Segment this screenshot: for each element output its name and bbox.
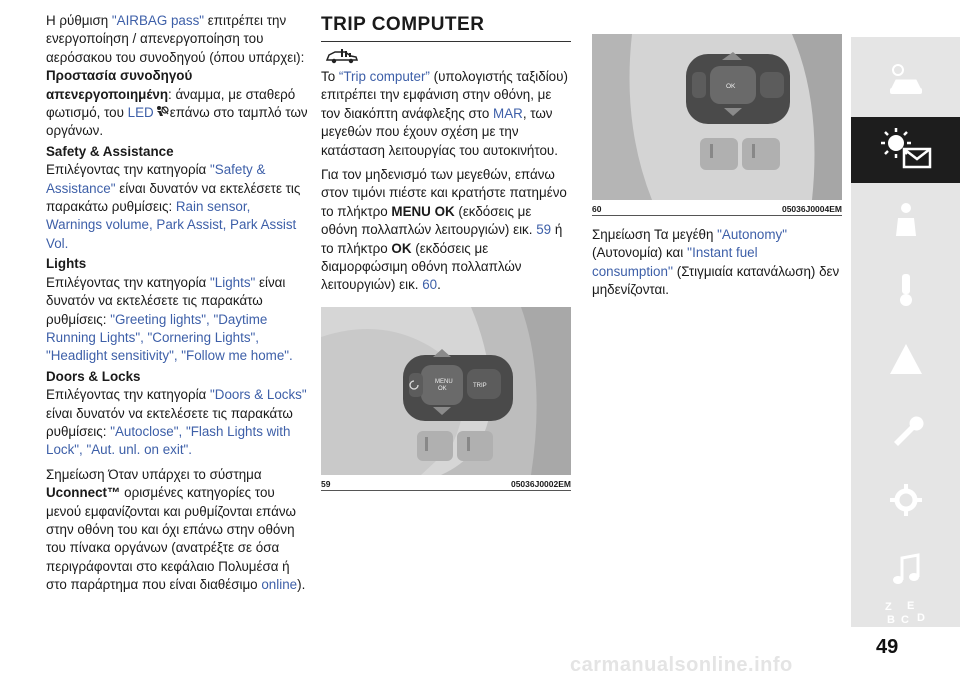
svg-text:E: E bbox=[906, 600, 914, 612]
uconnect-note: Σημείωση Όταν υπάρχει το σύστημα Uconnect™ ορισμένες κατηγορίες του μενού εμφανίζονται και ρυθμίζονται επάνω στην οθόνη του και όχι επάνω στην οθόνη του πίνακα οργάνων (ανατρέξτε σε όσα περιγράφονται στο κεφάλαιο Πολυμέσα ή στο παράρτημα που είναι διαθέσιμο online). bbox=[46, 466, 306, 593]
steering-wheel-illustration bbox=[321, 307, 571, 475]
trip-button-label: TRIP bbox=[473, 382, 487, 389]
chapter-sidebar bbox=[851, 37, 960, 627]
svg-text:B: B bbox=[886, 614, 895, 625]
svg-text:Z: Z bbox=[884, 601, 892, 613]
figure-60-number: 60 bbox=[592, 204, 602, 214]
steering-wheel-illustration bbox=[592, 34, 842, 200]
warning-light-message-icon bbox=[876, 125, 936, 175]
section-title: TRIP COMPUTER bbox=[321, 12, 571, 42]
middle-column bbox=[321, 12, 571, 491]
tab-index[interactable] bbox=[851, 597, 960, 627]
doors-heading: Doors & Locks bbox=[46, 368, 141, 384]
ok-button-label: OK bbox=[726, 83, 736, 90]
trip-reset-paragraph: Για τον μηδενισμό των μεγεθών, επάνω στον τιμόνι πιέστε και κρατήστε πατημένο το πλήκτρο MENU OK (εκδόσεις με οθόνη πολλαπλών λειτουργιών) εικ. 59 ή το πλήκτρο OK (εκδόσεις με διαμορφώσιμη οθόνη πολλαπλών λειτουργιών) εικ. 60. bbox=[321, 167, 567, 293]
music-note-icon bbox=[886, 550, 926, 590]
car-key-icon bbox=[886, 60, 926, 100]
figure-60-code: 05036J0004EM bbox=[781, 204, 842, 214]
gear-icon bbox=[886, 480, 926, 520]
steering-wheel-figure-59 bbox=[321, 307, 571, 475]
tab-instrument-panel[interactable] bbox=[851, 117, 960, 183]
safety-heading: Safety & Assistance bbox=[46, 143, 174, 159]
key-icon bbox=[886, 270, 926, 310]
menu-button-label: MENU bbox=[435, 378, 453, 385]
figure-60-link[interactable]: 60 bbox=[422, 277, 438, 293]
page-number: 49 bbox=[876, 636, 899, 658]
steering-wheel-figure-60 bbox=[592, 34, 842, 200]
tab-maintenance[interactable] bbox=[851, 397, 960, 463]
lights-heading: Lights bbox=[46, 256, 87, 272]
alphabet-index-icon bbox=[881, 599, 931, 625]
seatbelt-icon bbox=[886, 200, 926, 240]
tab-multimedia[interactable] bbox=[851, 537, 960, 603]
trip-intro-paragraph: Το “Trip computer” (υπολογιστής ταξιδίου) επιτρέπει την εμφάνιση στην οθόνη, με τον διακόπτη ανάφλεξης στο MAR, των μεγεθών που έχουν σχέση με την κατάσταση λειτουργίας του αυτοκινήτου. bbox=[321, 69, 568, 158]
doors-locks-section: Doors & Locks Επιλέγοντας την κατηγορία "Doors & Locks" είναι δυνατόν να εκτελέσετε τις παρακάτω ρυθμίσεις: "Autoclose", "Flash Lights with Lock", "Aut. unl. on exit". bbox=[46, 368, 307, 458]
figure-59-code: 05036J0002EM bbox=[510, 478, 571, 489]
tab-starting-driving[interactable] bbox=[851, 257, 960, 323]
figure-59-link[interactable]: 59 bbox=[536, 222, 552, 238]
safety-assistance-section: Safety & Assistance Επιλέγοντας την κατηγορία "Safety & Assistance" είναι δυνατόν να εκτελέσετε τις παρακάτω ρυθμίσεις: Rain sensor, Warnings volume, Park Assist, Park Assist Vol. bbox=[46, 143, 308, 253]
left-column bbox=[46, 12, 308, 595]
wrench-icon bbox=[886, 410, 926, 450]
airbag-paragraph: Η ρύθμιση "AIRBAG pass" επιτρέπει την ενεργοποίηση / απενεργοποίηση του αερόσακου του συνοδηγού (όπου υπάρχει): Προστασία συνοδηγού απενεργοποιημένη: άναμμα, με σταθερό φωτισμό, του LED επάνω στο ταμπλό των οργάνων. bbox=[46, 13, 308, 139]
figure-60-caption bbox=[592, 200, 842, 216]
svg-text:D: D bbox=[916, 612, 925, 624]
warning-triangle-icon bbox=[886, 340, 926, 380]
tab-safety[interactable] bbox=[851, 187, 960, 253]
tab-technical-data[interactable] bbox=[851, 467, 960, 533]
figure-59-caption bbox=[321, 475, 571, 491]
autonomy-note: Σημείωση Τα μεγέθη "Autonomy" (Αυτονομία) και ''Instant fuel consumption'' (Στιγμιαία κατανάλωση) δεν μηδενίζονται. bbox=[592, 227, 840, 298]
ok-button-label: OK bbox=[438, 385, 447, 392]
figure-59-number: 59 bbox=[321, 478, 331, 489]
svg-text:C: C bbox=[900, 614, 909, 625]
tab-emergency[interactable] bbox=[851, 327, 960, 393]
lights-section: Lights Επιλέγοντας την κατηγορία "Lights" είναι δυνατόν να εκτελέσετε τις παρακάτω ρυθμίσεις: "Greeting lights", "Daytime Running Lights", "Cornering Lights", "Headlight sensitivity", "Follow me home". bbox=[46, 255, 308, 365]
right-column bbox=[592, 12, 842, 300]
airbag-off-icon bbox=[154, 105, 170, 119]
car-info-icon bbox=[325, 48, 359, 64]
watermark: carmanualsonline.info bbox=[570, 654, 793, 676]
tab-vehicle-knowledge[interactable] bbox=[851, 47, 960, 113]
